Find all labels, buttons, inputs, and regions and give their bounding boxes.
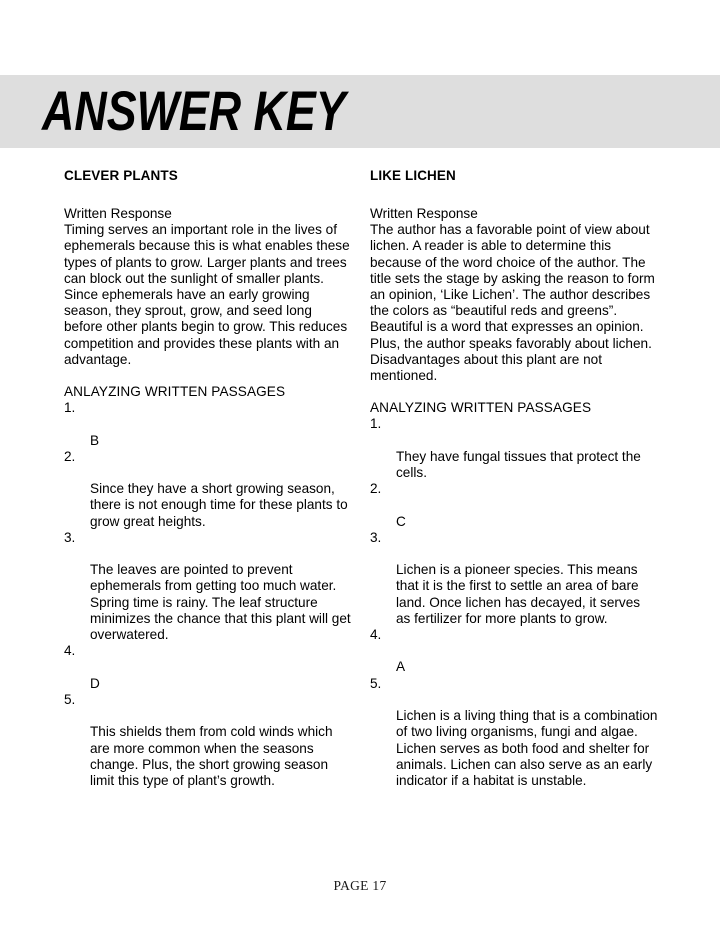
answer-text: This shields them from cold winds which are more common when the seasons change. Plus, the short growing season limit this type of plant’s growth. [90,724,333,788]
answer-item [370,481,658,530]
written-response-text-right: The author has a favorable point of view about lichen. A reader is able to determine this because of the word choice of the author. The title sets the stage by asking the reason to form an opinion, ‘Like Lichen’. The author describes the colors as “beautiful reds and greens”. Beautiful is a word that expresses an opinion. Plus, the author speaks favorably about lichen. Disadvantages about this plant are not mentioned. [370,222,655,384]
spacer-right [370,384,658,400]
answer-list-left [64,400,352,789]
answer-item [370,530,658,627]
answer-text: The leaves are pointed to prevent ephemerals from getting too much water. Spring time is rainy. The leaf structure minimizes the chance that this plant will get overwatered. [90,562,351,643]
answer-number: 1. [370,416,382,432]
answer-number: 4. [64,643,76,659]
written-response-label-left: Written Response [64,206,172,221]
answer-text: Lichen is a living thing that is a combination of two living organisms, fungi and algae. Lichen serves as both food and shelter for animals. Lichen can also serve as an early indicator if a habitat is unstable. [396,708,658,788]
answer-item [370,676,658,789]
written-response-text-left: Timing serves an important role in the lives of ephemerals because this is what enables these types of plants to grow. Larger plants and trees can block out the sunlight of smaller plants. Since ephemerals have an early growing season, they sprout, grow, and seed long before other plants begin to grow. This reduces competition and provides these plants with an advantage. [64,222,350,367]
answer-item [370,416,658,481]
answer-text: B [90,432,100,448]
section-heading-like-lichen: LIKE LICHEN [370,168,456,183]
footer-page-number: PAGE 17 [333,878,387,893]
answer-item [64,449,352,530]
page-title: ANSWER KEY [42,79,346,142]
answer-item [64,400,352,449]
answer-item [64,692,352,789]
answer-text: Lichen is a pioneer species. This means that it is the first to settle an area of bare land. Once lichen has decayed, it serves as fertilizer for more plants to grow. [396,562,641,626]
section-heading-clever-plants: CLEVER PLANTS [64,168,178,183]
answer-text: D [90,675,100,691]
answer-text: C [396,513,406,529]
answer-number: 5. [64,691,76,707]
column-clever-plants [64,168,352,789]
answer-item [370,627,658,676]
spacer-left [64,368,352,384]
answer-number: 5. [370,675,382,691]
answer-number: 2. [64,448,76,464]
answer-number: 3. [370,529,382,545]
answer-number: 4. [370,627,382,643]
list-heading-left: ANLAYZING WRITTEN PASSAGES [64,384,286,400]
written-response-label-right: Written Response [370,206,478,221]
answer-number: 3. [64,529,76,545]
list-heading-right: ANALYZING WRITTEN PASSAGES [370,400,592,416]
answer-item [64,530,352,643]
answer-text: A [396,659,406,675]
column-like-lichen [370,168,658,789]
answer-number: 2. [370,481,382,497]
answer-item [64,643,352,692]
answer-list-right [370,416,658,789]
answer-number: 1. [64,400,76,416]
answer-text: Since they have a short growing season, there is not enough time for these plants to grow great heights. [90,481,348,529]
answer-text: They have fungal tissues that protect the cells. [396,448,641,481]
